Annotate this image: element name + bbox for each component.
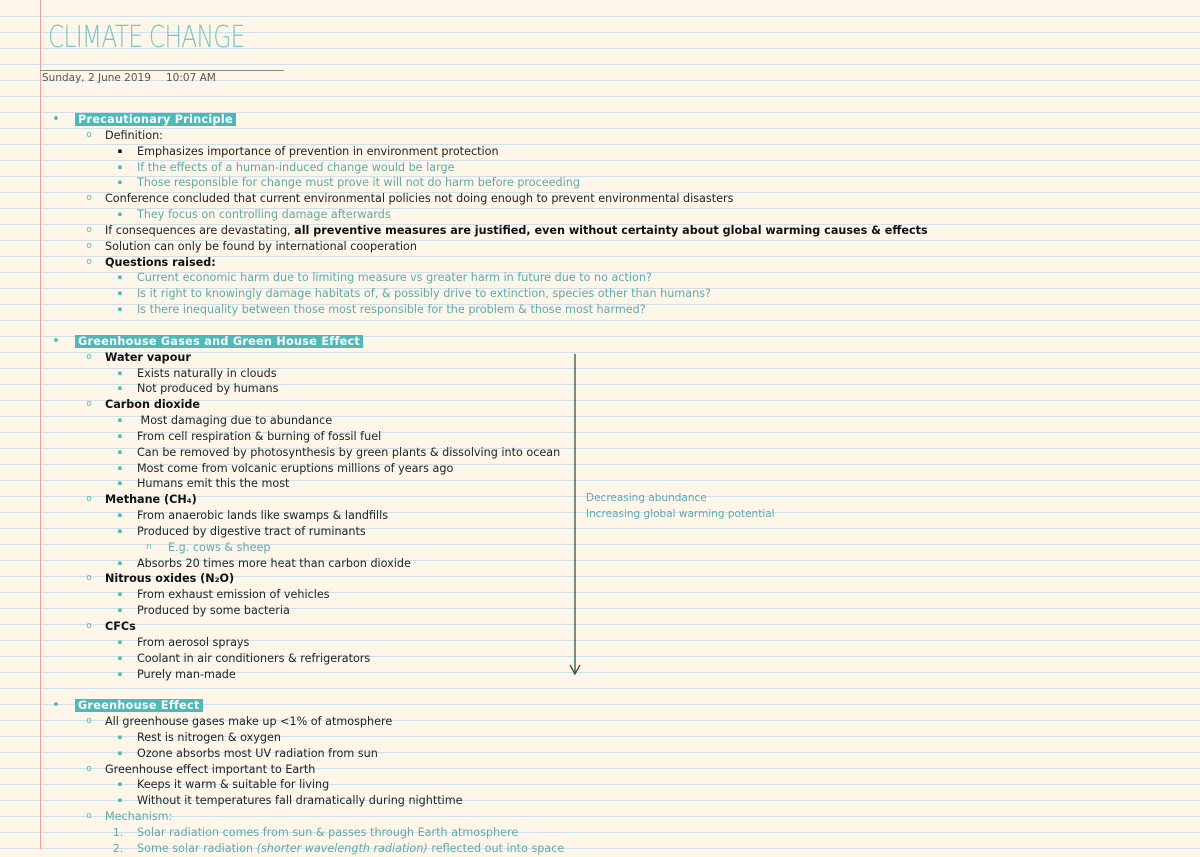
item-text: Absorbs 20 times more heat than carbon dioxide	[137, 556, 411, 570]
square-bullet-icon: ▪	[117, 526, 123, 535]
item-text: From cell respiration & burning of fossil fuel	[137, 429, 382, 443]
item-text: Nitrous oxides (N₂O)	[105, 572, 235, 586]
item-text: From aerosol sprays	[137, 635, 250, 649]
item-text: Not produced by humans	[137, 382, 279, 396]
item-text: Questions raised:	[105, 255, 216, 269]
square-bullet-icon: ▪	[117, 637, 123, 646]
page-title: CLIMATE CHANGE	[48, 20, 245, 55]
square-bullet-icon: ▪	[117, 305, 123, 314]
item-text: Ozone absorbs most UV radiation from sun	[137, 746, 378, 760]
square-outline-bullet-icon: n	[146, 541, 152, 552]
item-text: Coolant in air conditioners & refrigerators	[137, 651, 371, 665]
square-bullet-icon: ▪	[117, 368, 123, 377]
square-bullet-icon: ▪	[117, 146, 123, 155]
bullet-icon: •	[52, 112, 60, 127]
item-text: They focus on controlling damage afterwards	[137, 208, 391, 222]
square-bullet-icon: ▪	[117, 780, 123, 789]
bullet-icon: •	[52, 333, 60, 349]
square-bullet-icon: ▪	[117, 732, 123, 741]
item-text-bold: all preventive measures are justified, even without certainty about global warming causes & effects	[294, 223, 928, 237]
page-date: Sunday, 2 June 2019	[42, 72, 151, 84]
item-text: E.g. cows & sheep	[168, 540, 271, 554]
circle-bullet-icon: o	[86, 763, 92, 774]
list-number: 1.	[112, 825, 124, 839]
item-text: Can be removed by photosynthesis by green plants & dissolving into ocean	[137, 445, 561, 459]
square-bullet-icon: ▪	[117, 606, 123, 615]
bullet-icon: •	[52, 698, 60, 714]
item-text: Greenhouse effect important to Earth	[105, 762, 316, 776]
list-number: 2.	[112, 841, 124, 855]
item-text: If the effects of a human-induced change would be large	[137, 160, 455, 174]
item-text: Rest is nitrogen & oxygen	[137, 730, 281, 744]
square-bullet-icon: ▪	[117, 178, 123, 187]
item-text: Emphasizes importance of prevention in environment protection	[137, 144, 499, 158]
item-text-plain: reflected out into space	[427, 841, 565, 855]
side-note-warming: Increasing global warming potential	[586, 508, 775, 520]
item-text: Water vapour	[105, 350, 191, 364]
item-text: Humans emit this the most	[137, 477, 290, 491]
square-bullet-icon: ▪	[117, 384, 123, 393]
square-bullet-icon: ▪	[117, 511, 123, 520]
square-bullet-icon: ▪	[117, 289, 123, 298]
circle-bullet-icon: o	[86, 811, 92, 822]
square-bullet-icon: ▪	[117, 796, 123, 805]
circle-bullet-icon: o	[86, 573, 92, 584]
square-bullet-icon: ▪	[117, 210, 123, 219]
circle-bullet-icon: o	[86, 193, 92, 204]
item-text: Exists naturally in clouds	[137, 366, 277, 380]
circle-bullet-icon: o	[86, 351, 92, 362]
item-text: From exhaust emission of vehicles	[137, 588, 330, 602]
square-bullet-icon: ▪	[117, 669, 123, 678]
square-bullet-icon: ▪	[117, 590, 123, 599]
item-text: Mechanism:	[105, 810, 173, 824]
item-text: Solar radiation comes from sun & passes through Earth atmosphere	[137, 825, 519, 839]
side-note-abundance: Decreasing abundance	[586, 492, 707, 504]
item-text: Current economic harm due to limiting measure vs greater harm in future due to no action?	[137, 271, 652, 285]
square-bullet-icon: ▪	[117, 431, 123, 440]
circle-bullet-icon: o	[86, 129, 92, 140]
item-text-plain: If consequences are devastating,	[105, 223, 295, 237]
item-text: Purely man-made	[137, 667, 236, 681]
item-text: Keeps it warm & suitable for living	[137, 778, 330, 792]
item-text: Produced by digestive tract of ruminants	[137, 524, 366, 538]
square-bullet-icon: ▪	[117, 273, 123, 282]
item-text: Methane (CH₄)	[105, 493, 197, 507]
item-text: Those responsible for change must prove it will not do harm before proceeding	[137, 176, 580, 190]
circle-bullet-icon: o	[86, 621, 92, 631]
square-bullet-icon: ▪	[117, 558, 123, 567]
item-text: Is there inequality between those most responsible for the problem & those most harmed?	[137, 303, 646, 317]
item-text: Without it temperatures fall dramatically during nighttime	[137, 794, 463, 808]
item-text: Most damaging due to abundance	[137, 414, 333, 428]
item-text-plain: Some solar radiation	[137, 841, 257, 855]
square-bullet-icon: ▪	[117, 748, 123, 757]
circle-bullet-icon: o	[86, 240, 92, 251]
circle-bullet-icon: o	[86, 224, 92, 235]
square-bullet-icon: ▪	[117, 416, 123, 425]
square-bullet-icon: ▪	[117, 447, 123, 456]
item-text: CFCs	[105, 620, 136, 633]
item-text: Definition:	[105, 128, 163, 142]
item-text: Most come from volcanic eruptions millions of years ago	[137, 461, 454, 475]
square-bullet-icon: ▪	[117, 479, 123, 488]
square-bullet-icon: ▪	[117, 653, 123, 662]
section-heading: Greenhouse Gases and Green House Effect	[75, 335, 363, 348]
item-text: Conference concluded that current environmental policies not doing enough to prevent environmental disasters	[105, 192, 734, 206]
item-text: From anaerobic lands like swamps & landfills	[137, 509, 389, 523]
item-text: Is it right to knowingly damage habitats of, & possibly drive to extinction, species other than humans?	[137, 287, 711, 301]
square-bullet-icon: ▪	[117, 463, 123, 472]
item-text: Solution can only be found by international cooperation	[105, 239, 417, 253]
section-heading: Precautionary Principle	[75, 113, 236, 126]
section-heading: Greenhouse Effect	[75, 699, 203, 712]
square-bullet-icon: ▪	[117, 162, 123, 171]
item-text-italic: (shorter wavelength radiation)	[256, 841, 428, 855]
circle-bullet-icon: o	[86, 256, 92, 267]
circle-bullet-icon: o	[86, 399, 92, 410]
page-time: 10:07 AM	[166, 72, 216, 84]
circle-bullet-icon: o	[86, 494, 92, 505]
item-text: All greenhouse gases make up <1% of atmosphere	[105, 715, 393, 729]
item-text: Produced by some bacteria	[137, 604, 290, 618]
item-text: Carbon dioxide	[105, 398, 201, 412]
circle-bullet-icon: o	[86, 716, 92, 727]
